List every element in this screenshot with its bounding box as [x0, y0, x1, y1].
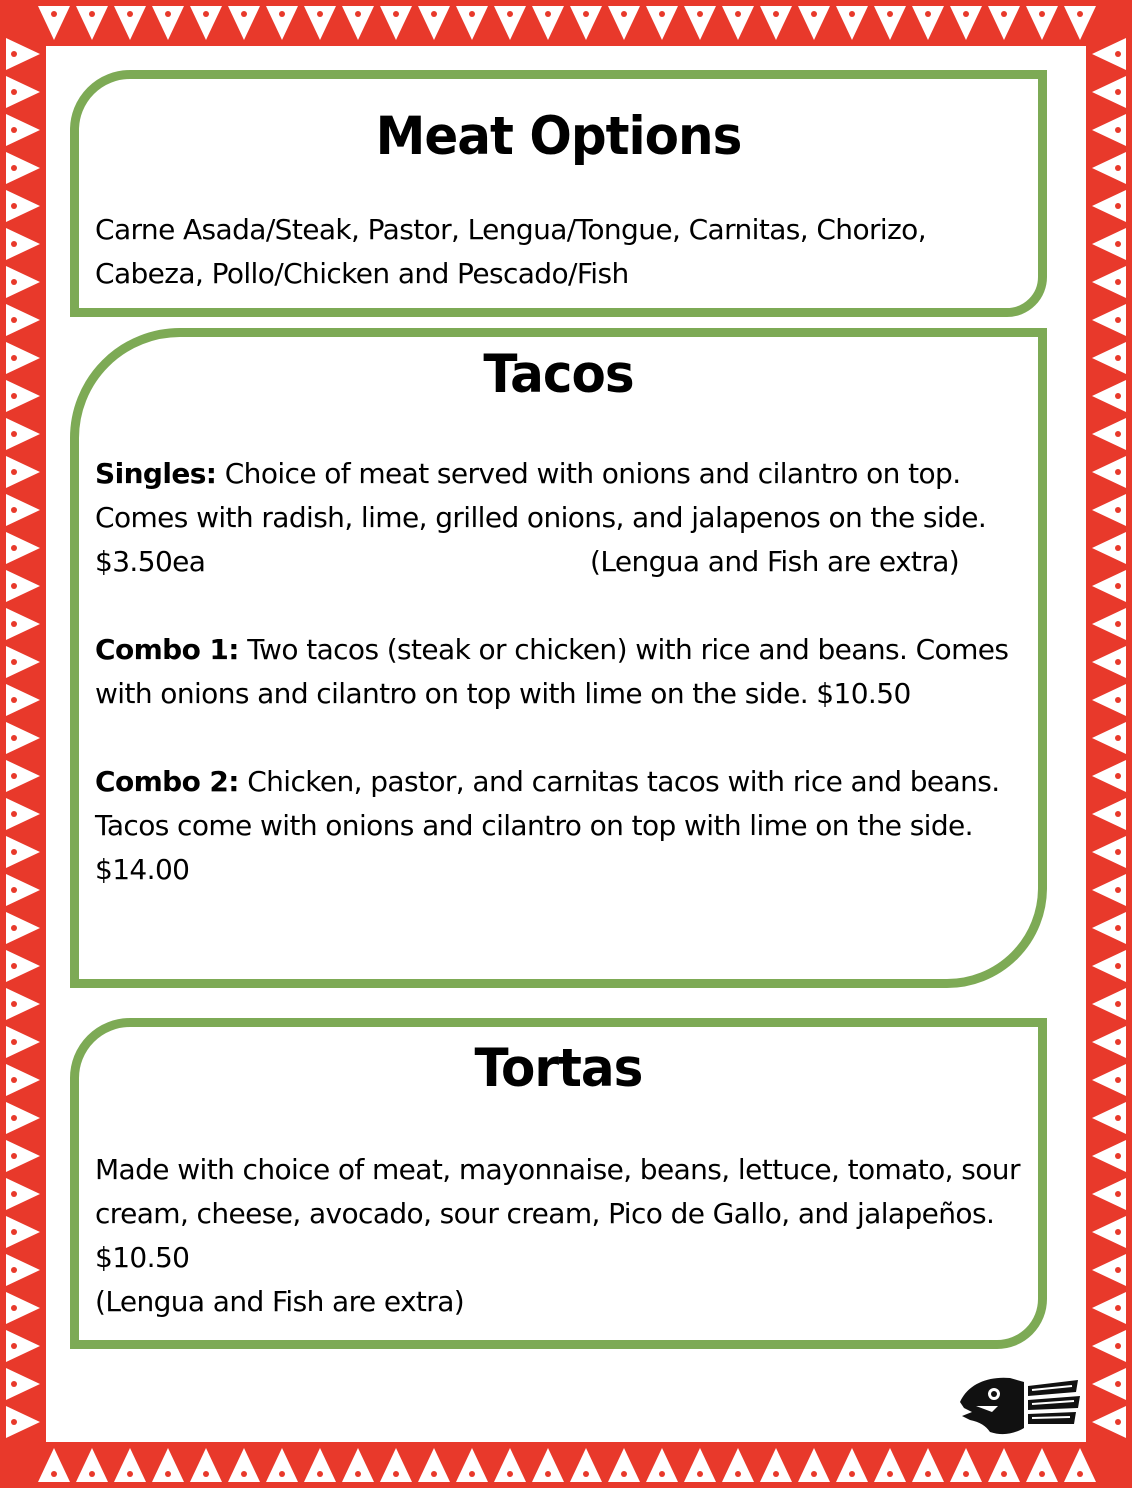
tacos-title: Tacos — [483, 343, 634, 405]
eagle-head-icon — [958, 1372, 1082, 1438]
meat-options-title: Meat Options — [375, 105, 742, 167]
meat-options-text: Carne Asada/Steak, Pastor, Lengua/Tongue, Carnitas, Chorizo, Cabeza, Pollo/Chicken and Pescado/Fish — [95, 213, 927, 290]
singles-note: (Lengua and Fish are extra) — [590, 545, 960, 578]
combo1-text: Two tacos (steak or chicken) with rice and beans. Comes with onions and cilantro on top with lime on the side. $10.50 — [95, 633, 1009, 710]
singles-label: Singles: — [95, 457, 217, 490]
singles-item — [95, 452, 1037, 584]
combo1-label: Combo 1: — [95, 633, 239, 666]
meat-options-text-block — [95, 208, 1037, 296]
singles-text: Choice of meat served with onions and cilantro on top. Comes with radish, lime, grilled onions, and jalapenos on the side. $3.50ea — [95, 457, 987, 578]
tortas-text: Made with choice of meat, mayonnaise, beans, lettuce, tomato, sour cream, cheese, avocado, sour cream, Pico de Gallo, and jalapeños. $10.50 — [95, 1153, 1020, 1274]
tortas-text-block — [95, 1148, 1037, 1324]
combo2-item — [95, 760, 1037, 892]
combo1-item — [95, 628, 1037, 716]
tacos-text-block — [95, 452, 1037, 892]
tortas-title: Tortas — [474, 1037, 643, 1099]
combo2-label: Combo 2: — [95, 765, 239, 798]
combo2-text: Chicken, pastor, and carnitas tacos with rice and beans. Tacos come with onions and cilantro on top with lime on the side. $14.00 — [95, 765, 1000, 886]
tortas-note: (Lengua and Fish are extra) — [95, 1285, 465, 1318]
